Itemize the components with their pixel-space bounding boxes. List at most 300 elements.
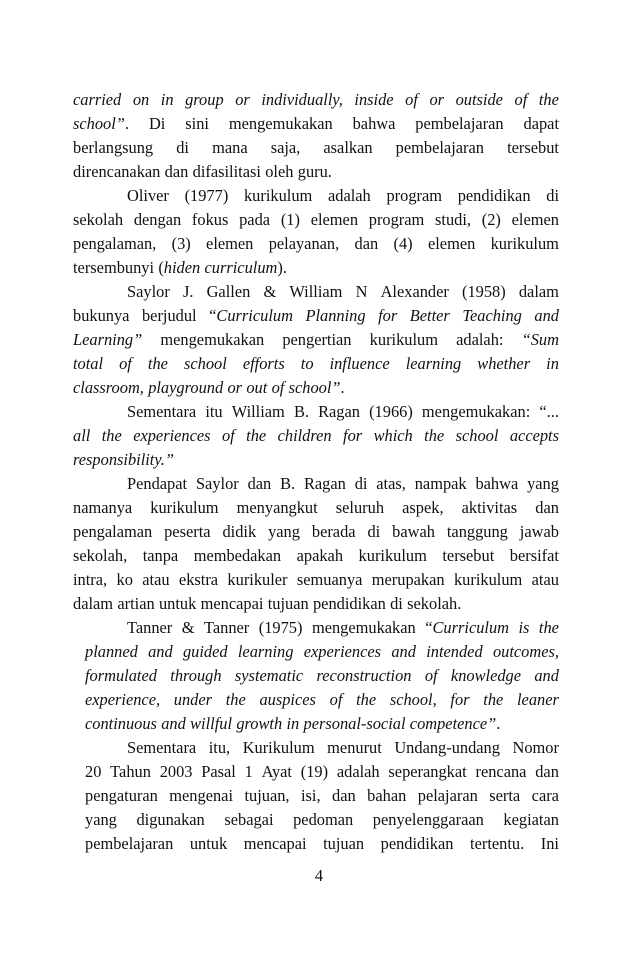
word bbox=[367, 520, 380, 544]
word bbox=[158, 256, 200, 280]
word bbox=[535, 760, 559, 784]
italic-text: inside bbox=[354, 90, 394, 109]
word bbox=[226, 688, 246, 712]
text: cara bbox=[531, 786, 559, 805]
word bbox=[282, 328, 351, 352]
word bbox=[394, 736, 500, 760]
italic-text: carried bbox=[73, 90, 122, 109]
text: serta bbox=[489, 786, 521, 805]
italic-text: growth bbox=[236, 714, 283, 733]
text: mencapai bbox=[243, 834, 307, 853]
word bbox=[73, 424, 90, 448]
word bbox=[355, 472, 368, 496]
text: William bbox=[231, 402, 285, 421]
word bbox=[327, 736, 382, 760]
italic-text: for bbox=[378, 306, 398, 325]
text: adalah bbox=[327, 186, 371, 205]
text-line bbox=[73, 688, 559, 712]
word bbox=[117, 568, 133, 592]
word bbox=[462, 280, 506, 304]
word bbox=[539, 400, 559, 424]
text: jawab bbox=[519, 522, 559, 541]
word bbox=[237, 496, 318, 520]
word bbox=[304, 640, 381, 664]
text-line bbox=[73, 616, 559, 640]
document-page-body bbox=[73, 88, 559, 856]
italic-text: reconstruction bbox=[316, 666, 412, 685]
word bbox=[356, 280, 368, 304]
word bbox=[85, 808, 117, 832]
word bbox=[271, 136, 301, 160]
word bbox=[183, 640, 228, 664]
word bbox=[370, 328, 438, 352]
italic-text: hiden bbox=[163, 258, 201, 277]
italic-text: the bbox=[246, 426, 267, 445]
text: ( bbox=[158, 258, 164, 277]
text: dan bbox=[247, 474, 272, 493]
text: namanya bbox=[73, 498, 133, 517]
word bbox=[185, 88, 224, 112]
italic-text: responsibility.” bbox=[73, 450, 174, 469]
word bbox=[235, 88, 250, 112]
word bbox=[207, 280, 251, 304]
word bbox=[313, 592, 386, 616]
word bbox=[336, 496, 384, 520]
word bbox=[73, 112, 129, 136]
text: Tanner bbox=[204, 618, 250, 637]
text: pengalaman, bbox=[73, 234, 157, 253]
word bbox=[539, 88, 559, 112]
word bbox=[148, 352, 168, 376]
word bbox=[73, 376, 144, 400]
word bbox=[517, 688, 559, 712]
italic-text: Better bbox=[409, 306, 450, 325]
text: Sementara bbox=[127, 738, 197, 757]
word bbox=[286, 712, 299, 736]
word bbox=[426, 640, 482, 664]
italic-text: the bbox=[483, 690, 504, 709]
text: 1 bbox=[244, 762, 253, 781]
text-line bbox=[73, 280, 559, 304]
italic-text: guided bbox=[182, 642, 228, 661]
text: (3) bbox=[171, 234, 191, 253]
text: saja, bbox=[270, 138, 301, 157]
word bbox=[205, 400, 222, 424]
italic-text: all bbox=[73, 426, 91, 445]
word bbox=[541, 832, 559, 856]
italic-text: total bbox=[73, 354, 104, 373]
word bbox=[222, 424, 235, 448]
word bbox=[73, 136, 153, 160]
word bbox=[272, 376, 285, 400]
text: untuk bbox=[158, 594, 197, 613]
word bbox=[318, 400, 360, 424]
italic-text: for bbox=[343, 426, 363, 445]
word bbox=[372, 568, 445, 592]
word bbox=[392, 520, 435, 544]
word bbox=[85, 664, 157, 688]
text: tujuan, bbox=[244, 786, 290, 805]
word bbox=[391, 640, 416, 664]
text-line bbox=[73, 328, 559, 352]
word bbox=[278, 424, 332, 448]
italic-text: and bbox=[148, 642, 173, 661]
word bbox=[227, 376, 242, 400]
text: pelayanan, bbox=[268, 234, 340, 253]
word bbox=[73, 304, 129, 328]
text-line bbox=[73, 352, 559, 376]
word bbox=[73, 568, 107, 592]
word bbox=[369, 400, 413, 424]
italic-text: in bbox=[286, 714, 300, 733]
text: Ragan bbox=[303, 474, 346, 493]
text: program bbox=[368, 210, 425, 229]
text: & bbox=[263, 282, 277, 301]
text-line bbox=[73, 568, 559, 592]
text: program bbox=[386, 186, 442, 205]
word bbox=[482, 208, 501, 232]
word bbox=[513, 736, 559, 760]
text-line bbox=[73, 256, 559, 280]
word bbox=[301, 784, 321, 808]
word bbox=[442, 544, 494, 568]
word bbox=[298, 160, 332, 184]
word bbox=[281, 208, 300, 232]
word bbox=[85, 760, 101, 784]
text-line bbox=[73, 808, 559, 832]
text: berlangsung bbox=[73, 138, 154, 157]
text: pembelajaran bbox=[85, 834, 174, 853]
word bbox=[85, 688, 160, 712]
italic-text: Teaching bbox=[462, 306, 522, 325]
text: aktivitas bbox=[461, 498, 518, 517]
word bbox=[73, 256, 154, 280]
word bbox=[475, 472, 518, 496]
text: kurikulum bbox=[150, 498, 219, 517]
text: didik bbox=[222, 522, 257, 541]
italic-text: planned bbox=[85, 642, 138, 661]
word bbox=[73, 232, 156, 256]
italic-text: the bbox=[147, 354, 168, 373]
word bbox=[546, 352, 559, 376]
word bbox=[396, 136, 484, 160]
word bbox=[73, 520, 152, 544]
word bbox=[127, 616, 172, 640]
word bbox=[304, 712, 406, 736]
italic-text: Planning bbox=[305, 306, 366, 325]
text: di bbox=[546, 186, 559, 205]
word bbox=[332, 784, 356, 808]
word bbox=[415, 112, 503, 136]
text-line bbox=[73, 232, 559, 256]
text: kurikulum bbox=[453, 570, 523, 589]
word bbox=[359, 544, 427, 568]
word bbox=[280, 472, 295, 496]
text: merupakan bbox=[371, 570, 445, 589]
word bbox=[150, 496, 218, 520]
word bbox=[164, 520, 210, 544]
word bbox=[160, 760, 193, 784]
text: Tanner bbox=[127, 618, 173, 637]
text: (1975) bbox=[258, 618, 303, 637]
italic-text: of bbox=[424, 666, 438, 685]
word bbox=[510, 544, 559, 568]
word bbox=[248, 472, 272, 496]
italic-text: school, bbox=[389, 690, 437, 709]
text-line bbox=[73, 496, 559, 520]
word bbox=[394, 232, 413, 256]
text: 2003 bbox=[159, 762, 193, 781]
word bbox=[236, 712, 282, 736]
italic-text: the bbox=[101, 426, 122, 445]
word bbox=[337, 760, 380, 784]
italic-text: whether bbox=[477, 354, 531, 373]
word bbox=[238, 640, 294, 664]
word bbox=[311, 208, 358, 232]
word bbox=[149, 112, 165, 136]
text: mengemukakan bbox=[311, 618, 416, 637]
italic-text: willful bbox=[190, 714, 233, 733]
word bbox=[518, 616, 529, 640]
word bbox=[182, 616, 195, 640]
word bbox=[507, 136, 559, 160]
text: difasilitasi bbox=[192, 162, 261, 181]
italic-text: systematic bbox=[234, 666, 304, 685]
word bbox=[297, 544, 343, 568]
text-line bbox=[73, 400, 559, 424]
text-line bbox=[73, 736, 559, 760]
text: elemen bbox=[427, 234, 476, 253]
text-line bbox=[73, 640, 559, 664]
word bbox=[73, 88, 121, 112]
word bbox=[179, 568, 218, 592]
text-line bbox=[73, 184, 559, 208]
italic-text: for bbox=[450, 690, 470, 709]
word bbox=[424, 424, 444, 448]
word bbox=[532, 568, 559, 592]
text: dalam bbox=[518, 282, 559, 301]
word bbox=[245, 760, 253, 784]
text-line bbox=[73, 112, 559, 136]
word bbox=[406, 352, 462, 376]
word bbox=[246, 424, 266, 448]
word bbox=[119, 352, 132, 376]
text: digunakan bbox=[136, 810, 205, 829]
word bbox=[85, 712, 157, 736]
word bbox=[297, 568, 363, 592]
text: adalah: bbox=[456, 330, 504, 349]
word bbox=[535, 496, 559, 520]
text: dapat bbox=[523, 114, 559, 133]
text: atau bbox=[142, 570, 170, 589]
word bbox=[483, 688, 503, 712]
text: tujuan bbox=[267, 594, 309, 613]
text-line bbox=[73, 160, 559, 184]
word bbox=[524, 112, 560, 136]
word bbox=[205, 256, 287, 280]
text: (2) bbox=[481, 210, 501, 229]
text-line bbox=[73, 304, 559, 328]
text: dalam bbox=[73, 594, 114, 613]
word bbox=[376, 472, 406, 496]
text: elemen bbox=[511, 210, 559, 229]
text: (19) bbox=[300, 762, 329, 781]
word bbox=[354, 88, 393, 112]
italic-text: Curriculum bbox=[216, 306, 293, 325]
text: kurikulum bbox=[243, 186, 313, 205]
text: pendidikan bbox=[312, 594, 386, 613]
word bbox=[185, 112, 209, 136]
text: pedoman bbox=[293, 810, 354, 829]
text: tanpa bbox=[142, 546, 179, 565]
word bbox=[127, 280, 170, 304]
word bbox=[133, 424, 210, 448]
word bbox=[418, 784, 478, 808]
text: guru. bbox=[297, 162, 332, 181]
italic-text: in bbox=[546, 354, 559, 373]
text: Pasal bbox=[201, 762, 236, 781]
text: tersembunyi bbox=[73, 258, 155, 277]
text: pembelajaran bbox=[395, 138, 484, 157]
text: bawah bbox=[392, 522, 435, 541]
italic-text: auspices bbox=[259, 690, 316, 709]
word bbox=[493, 640, 559, 664]
text: pendidikan bbox=[380, 834, 454, 853]
text: (4) bbox=[393, 234, 413, 253]
word bbox=[183, 280, 193, 304]
italic-text: to bbox=[300, 354, 314, 373]
word bbox=[527, 472, 559, 496]
word bbox=[451, 664, 521, 688]
text: peserta bbox=[164, 522, 211, 541]
word bbox=[73, 544, 127, 568]
text: dan bbox=[535, 762, 559, 781]
word bbox=[323, 136, 372, 160]
word bbox=[330, 352, 390, 376]
text: mengenai bbox=[169, 786, 233, 805]
word bbox=[224, 808, 273, 832]
italic-text: group bbox=[185, 90, 224, 109]
text: (1977) bbox=[184, 186, 229, 205]
word bbox=[317, 664, 412, 688]
text-line bbox=[73, 376, 559, 400]
word bbox=[192, 208, 228, 232]
text: yang bbox=[268, 522, 300, 541]
word bbox=[161, 712, 186, 736]
word bbox=[222, 520, 256, 544]
text: bahan bbox=[367, 786, 407, 805]
word bbox=[462, 304, 522, 328]
text: berada bbox=[311, 522, 356, 541]
text: pengaturan bbox=[85, 786, 158, 805]
text-line bbox=[73, 664, 559, 688]
word bbox=[117, 592, 154, 616]
page-number: 4 bbox=[314, 866, 324, 885]
word bbox=[259, 688, 315, 712]
text: tersebut bbox=[507, 138, 559, 157]
word bbox=[85, 640, 138, 664]
word bbox=[201, 760, 236, 784]
italic-text: of bbox=[514, 90, 528, 109]
word bbox=[422, 400, 530, 424]
word bbox=[491, 232, 559, 256]
word bbox=[301, 352, 314, 376]
word bbox=[390, 688, 437, 712]
text: itu, bbox=[208, 738, 231, 757]
word bbox=[477, 352, 530, 376]
word bbox=[160, 328, 264, 352]
text: kurikulum bbox=[358, 546, 427, 565]
word bbox=[73, 328, 142, 352]
text: tanggung bbox=[446, 522, 508, 541]
word bbox=[85, 784, 158, 808]
italic-text: on bbox=[132, 90, 150, 109]
text: J. bbox=[182, 282, 194, 301]
text: isi, bbox=[300, 786, 321, 805]
text: di bbox=[367, 522, 381, 541]
word bbox=[127, 184, 169, 208]
word bbox=[402, 496, 443, 520]
italic-text: playground bbox=[148, 378, 224, 397]
italic-text: experiences bbox=[133, 426, 211, 445]
word bbox=[172, 232, 191, 256]
text: (1966) bbox=[369, 402, 413, 421]
text: Nomor bbox=[512, 738, 559, 757]
word bbox=[470, 832, 524, 856]
text: untuk bbox=[189, 834, 228, 853]
text: studi, bbox=[435, 210, 472, 229]
text: mengemukakan bbox=[228, 114, 333, 133]
word bbox=[142, 304, 197, 328]
italic-text: or bbox=[235, 90, 250, 109]
word bbox=[209, 304, 293, 328]
word bbox=[243, 736, 315, 760]
text: kurikuler bbox=[227, 570, 288, 589]
italic-text: accepts bbox=[509, 426, 559, 445]
text: menurut bbox=[327, 738, 382, 757]
text: Saylor bbox=[195, 474, 239, 493]
text: Alexander bbox=[380, 282, 449, 301]
text-line bbox=[73, 424, 559, 448]
italic-text: learning bbox=[405, 354, 462, 373]
word bbox=[293, 808, 353, 832]
word bbox=[458, 184, 531, 208]
word bbox=[133, 88, 149, 112]
italic-text: experiences bbox=[303, 642, 382, 661]
word bbox=[454, 568, 522, 592]
italic-text: individually, bbox=[261, 90, 343, 109]
word bbox=[127, 400, 196, 424]
word bbox=[381, 280, 449, 304]
italic-text: Learning” bbox=[73, 330, 143, 349]
word bbox=[246, 376, 267, 400]
italic-text: knowledge bbox=[450, 666, 522, 685]
text: direncanakan bbox=[73, 162, 161, 181]
word bbox=[170, 664, 221, 688]
italic-text: and bbox=[534, 306, 559, 325]
word bbox=[330, 688, 343, 712]
word bbox=[515, 88, 528, 112]
word bbox=[142, 568, 169, 592]
word bbox=[429, 88, 444, 112]
word bbox=[263, 280, 276, 304]
word bbox=[328, 184, 371, 208]
word bbox=[265, 160, 293, 184]
text-line bbox=[73, 784, 559, 808]
word bbox=[269, 232, 340, 256]
word bbox=[428, 232, 475, 256]
text: mengemukakan bbox=[160, 330, 265, 349]
